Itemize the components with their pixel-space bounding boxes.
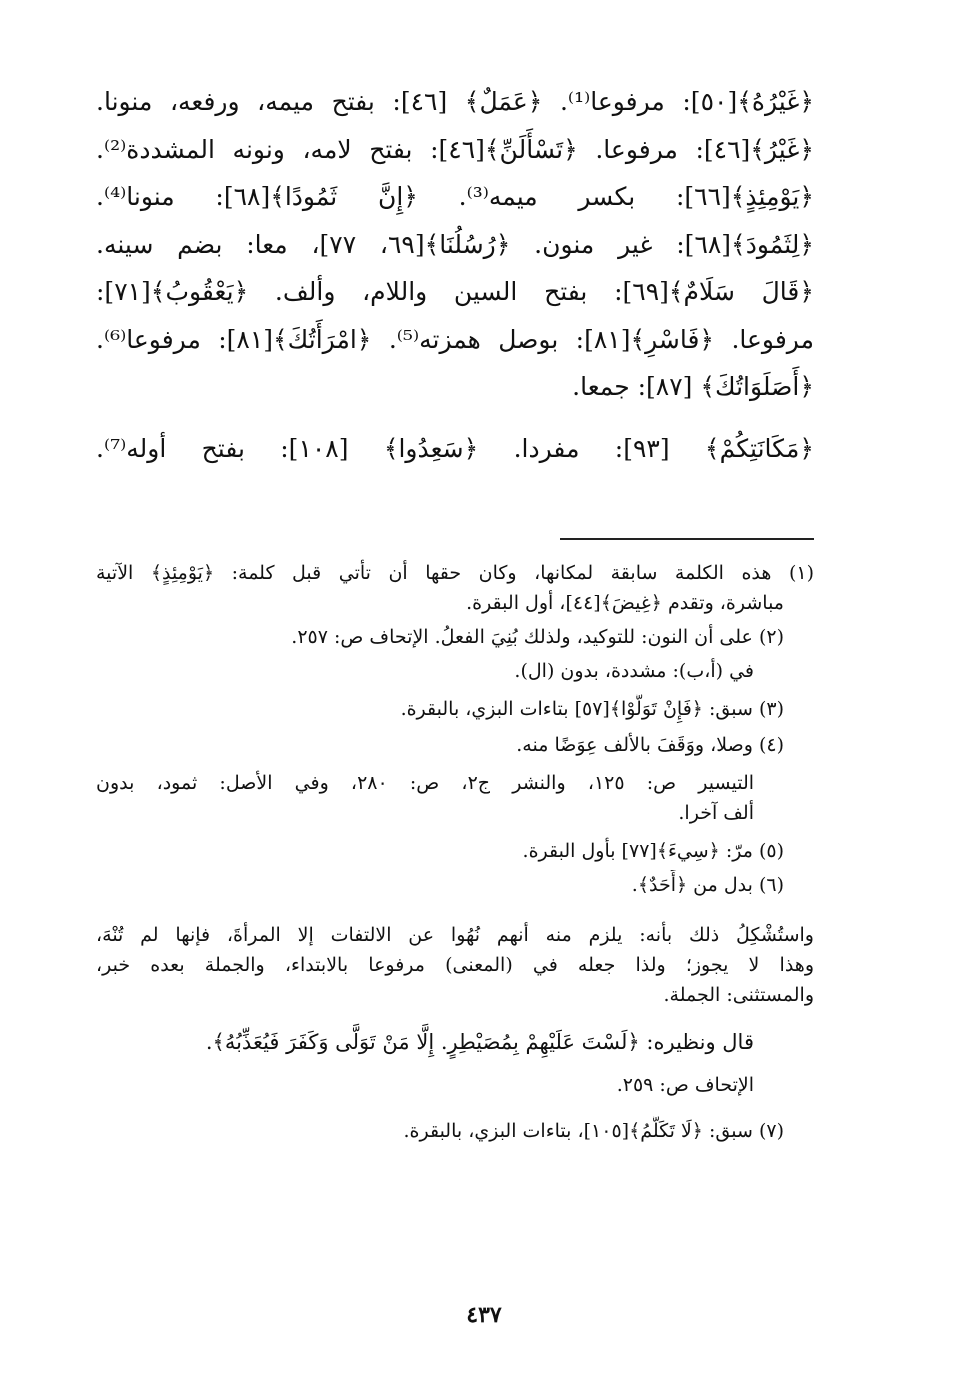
footnote-number: (٢): [758, 626, 784, 648]
footnote-line: والمستثنى: الجملة.: [663, 984, 814, 1006]
footnote-line: سبق: ﴿فَإِنْ تَوَلَّوْا﴾[٥٧] بتاءات البزي، بالبقرة.: [400, 698, 753, 720]
main-line: ﴿غَيْرُهُ﴾[٥٠]: مرفوعا⁽¹⁾. ﴿عَمَلٌ﴾ [٤٦]: بفتح ميمه، ورفعه، منونا.: [96, 87, 814, 116]
main-line: ﴿قَالَ سَلَامٌ﴾[٦٩]: بفتح السين واللام، وألف. ﴿يَعْقُوبُ﴾[٧١]:: [96, 277, 814, 306]
footnote-7: [96, 1116, 814, 1146]
footnote-line: سبق: ﴿لَا تَكَلَّمُ﴾[١٠٥]، بتاءات البزي، بالبقرة.: [403, 1120, 753, 1142]
footnote-6: [96, 870, 814, 900]
footnote-line: قال ونظيره: ﴿لَسْتَ عَلَيْهِمْ بِمُصَيْطِرٍ. إِلَّا مَنْ تَوَلَّى وَكَفَرَ فَيُعَذِّبُهُ﴾.: [205, 1030, 754, 1054]
footnote-number: (١): [788, 562, 814, 584]
footnote-4: [96, 730, 814, 828]
footnote-line: وهذا لا يجوز؛ ولذا جعله في (المعنى) مرفوعا بالابتداء، والجملة بعده خبر،: [96, 954, 814, 976]
footnote-line: واستُشْكِلُ ذلك بأنه: يلزم منه أنهم نُهُوا عن الالتفات إلا المرأةَ، فإنها لم تُنْهَ،: [96, 924, 814, 946]
footnote-line: مرّ: ﴿سِيءَ﴾[٧٧] بأول البقرة.: [522, 840, 753, 862]
footnote-line: على أن النون: للتوكيد، ولذلك بُنِيَ الفعلُ. الإتحاف ص: ٢٥٧.: [291, 626, 753, 648]
main-line: ﴿غَيْرُ﴾[٤٦]: مرفوعا. ﴿تَسْأَلَنِّ﴾[٤٦]: بفتح لامه، ونونه المشددة⁽²⁾.: [96, 134, 814, 164]
footnote-number: (٥): [758, 840, 784, 862]
footnote-6-quote: [96, 1020, 814, 1100]
footnote-line: مباشرة، وتقدم ﴿غِيضَ﴾[٤٤]، أول البقرة.: [466, 592, 784, 614]
main-line: ﴿يَوْمِئِذٍ﴾[٦٦]: بكسر ميمه⁽³⁾. ﴿إِنَّ ثَمُودًا﴾[٦٨]: منونا⁽⁴⁾.: [96, 182, 814, 211]
footnote-number: (٤): [758, 734, 784, 756]
main-line: مرفوعا. ﴿فَاسْرِ﴾[٨١]: بوصل همزته⁽⁵⁾. ﴿امْرَأَتُكَ﴾[٨١]: مرفوعا⁽⁶⁾.: [96, 324, 814, 354]
footnote-number: (٧): [758, 1120, 784, 1142]
footnote-separator: [560, 538, 814, 540]
main-text: [96, 78, 814, 472]
footnote-1: [96, 558, 814, 618]
footnote-2: [96, 622, 814, 686]
main-line: ﴿مَكَانَتِكُمْ﴾ [٩٣]: مفردا. ﴿سَعِدُوا﴾ [١٠٨]: بفتح أوله⁽⁷⁾.: [96, 433, 814, 463]
footnotes: [96, 558, 814, 1146]
footnote-5: [96, 836, 814, 866]
main-line: ﴿لِثَمُودَ﴾[٦٨]: غير منون. ﴿رُسُلُنَا﴾[٦٩، ٧٧]، معا: بضم سينه.: [96, 229, 814, 259]
footnote-line: الإتحاف ص: ٢٥٩.: [616, 1074, 754, 1096]
main-line: ﴿أَصَلَوَاتُكَ﴾ [٨٧]: جمعا.: [572, 372, 814, 401]
footnote-6-continuation: [96, 920, 814, 1010]
footnote-line: ألف آخرا.: [678, 802, 754, 824]
footnote-line: بدل من ﴿أَحَدٌ﴾.: [631, 874, 753, 896]
footnote-line: في (أ،ب): مشددة، بدون (ال).: [514, 660, 754, 682]
page-number: ٤٣٧: [466, 1302, 502, 1328]
footnote-line: وصلا، ووَقَفَ بالألف عِوَضًا منه.: [516, 734, 753, 756]
footnote-line: التيسير ص: ١٢٥، والنشر ج٢، ص: ٢٨٠، وفي الأصل: ثمود، بدون: [96, 772, 755, 794]
footnote-number: (٣): [758, 698, 784, 720]
footnote-number: (٦): [758, 874, 784, 896]
footnote-3: [96, 694, 814, 724]
footnote-line: هذه الكلمة سابقة لمكانها، وكان حقها أن تأتي قبل كلمة: ﴿يَوْمِئِذٍ﴾ الآتية: [96, 562, 772, 584]
